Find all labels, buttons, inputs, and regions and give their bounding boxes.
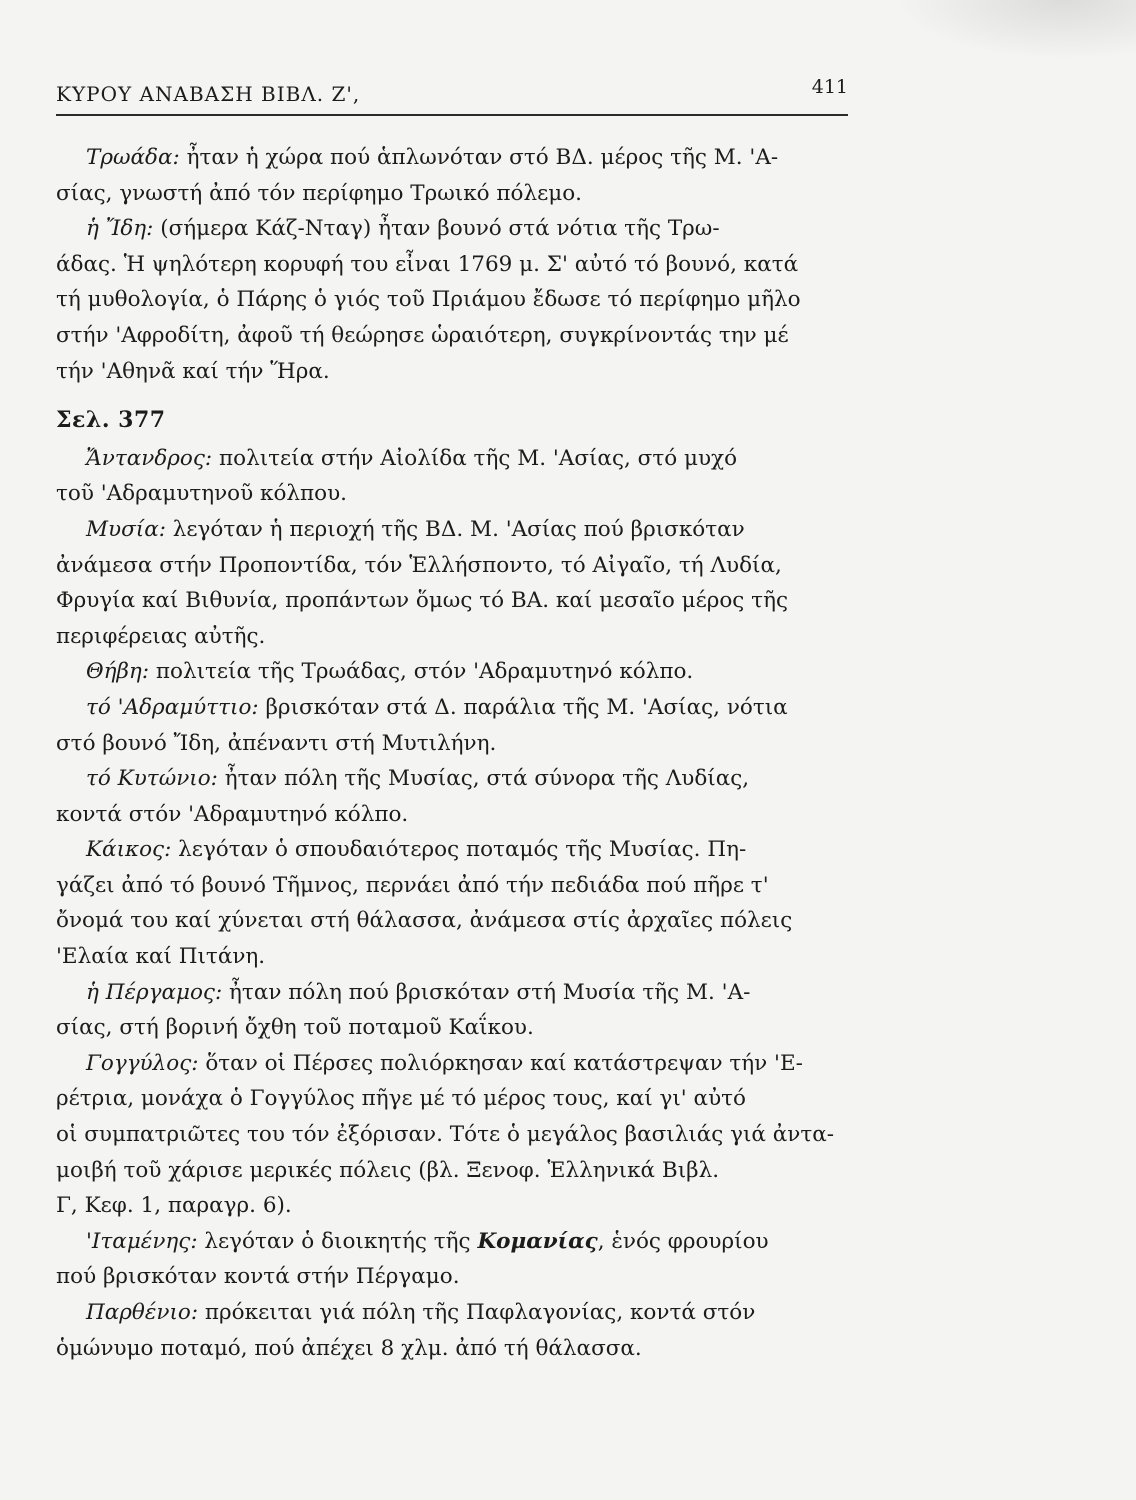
text-line bbox=[56, 140, 850, 176]
glossary-entry bbox=[56, 211, 850, 389]
text-line bbox=[56, 797, 850, 833]
entry-text: τοῦ 'Αδραμυτηνοῦ κόλπου. bbox=[56, 481, 348, 507]
entries-block-1 bbox=[56, 140, 850, 389]
entry-text: λεγόταν ὁ διοικητής τῆς bbox=[197, 1228, 478, 1254]
running-title: ΚΥΡΟΥ ΑΝΑΒΑΣΗ ΒΙΒΛ. Ζ', bbox=[56, 82, 361, 106]
entry-text: οἱ συμπατριῶτες του τόν ἐξόρισαν. Τότε ὁ μεγάλος βασιλιάς γιά ἀντα- bbox=[56, 1122, 835, 1148]
page-body bbox=[56, 140, 850, 1366]
entry-emphasis: Κομανίας bbox=[477, 1228, 598, 1254]
entry-text: Φρυγία καί Βιθυνία, προπάντων ὅμως τό ΒΑ. καί μεσαῖο μέρος τῆς bbox=[56, 588, 788, 614]
text-line bbox=[56, 1153, 850, 1189]
entry-term: Παρθένιο: bbox=[86, 1300, 199, 1325]
entry-term: τό 'Αδραμύττιο: bbox=[86, 694, 259, 720]
entry-term: ἡ Ἴδη: bbox=[86, 216, 154, 242]
text-line bbox=[56, 441, 850, 477]
entry-text: ὅταν οἱ Πέρσες πολιόρκησαν καί κατάστρεψαν τήν 'Ε- bbox=[198, 1050, 803, 1076]
text-line bbox=[56, 512, 850, 548]
entry-text: ἦταν πόλη πού βρισκόταν στή Μυσία τῆς Μ. 'Α- bbox=[222, 979, 751, 1005]
entry-term: Μυσία: bbox=[86, 516, 166, 542]
entry-text: περιφέρειας αὐτῆς. bbox=[56, 623, 266, 649]
entry-term: Γογγύλος: bbox=[86, 1050, 199, 1076]
entry-text: ὁμώνυμο ποταμό, πού ἀπέχει 8 χλμ. ἀπό τή θάλασσα. bbox=[56, 1335, 642, 1361]
text-line bbox=[56, 1331, 850, 1367]
text-line bbox=[56, 868, 850, 904]
glossary-entry bbox=[56, 832, 850, 974]
entry-text: σίας, στή βορινή ὄχθη τοῦ ποταμοῦ Καΐκου. bbox=[56, 1015, 534, 1041]
text-line bbox=[56, 1295, 850, 1331]
glossary-entry bbox=[56, 761, 850, 832]
entry-term: ἡ Πέργαμος: bbox=[86, 979, 223, 1005]
text-line bbox=[56, 1081, 850, 1117]
page-stain bbox=[896, 0, 1136, 60]
entry-text: ἀνάμεσα στήν Προποντίδα, τόν Ἑλλήσποντο, τό Αἰγαῖο, τή Λυδία, bbox=[56, 552, 782, 578]
entry-text: βρισκόταν στά Δ. παράλια τῆς Μ. 'Ασίας, νότια bbox=[258, 694, 788, 720]
entry-text: σίας, γνωστή ἀπό τόν περίφημο Τρωικό πόλεμο. bbox=[56, 180, 583, 206]
glossary-entry bbox=[56, 512, 850, 654]
entry-text: πού βρισκόταν κοντά στήν Πέργαμο. bbox=[56, 1264, 460, 1290]
text-line bbox=[56, 619, 850, 655]
entry-text: ρέτρια, μονάχα ὁ Γογγύλος πῆγε μέ τό μέρος τους, καί γι' αὐτό bbox=[56, 1086, 746, 1112]
page-number: 411 bbox=[811, 76, 848, 98]
text-line bbox=[56, 1259, 850, 1295]
entry-text: Γ, Κεφ. 1, παραγρ. 6). bbox=[56, 1193, 292, 1219]
glossary-entry bbox=[56, 441, 850, 512]
glossary-entry bbox=[56, 1295, 850, 1366]
text-line bbox=[56, 1117, 850, 1153]
text-line bbox=[56, 1010, 850, 1046]
glossary-entry bbox=[56, 1046, 850, 1224]
entry-term: Ἄντανδρος: bbox=[86, 445, 213, 471]
entry-text: ἦταν ἡ χώρα πού ἁπλωνόταν στό ΒΔ. μέρος τῆς Μ. 'Α- bbox=[179, 145, 779, 170]
section-heading: Σελ. 377 bbox=[56, 407, 166, 434]
entry-text: (σήμερα Κάζ-Νταγ) ἦταν βουνό στά νότια τῆς Τρω- bbox=[153, 216, 720, 242]
entry-text: πολιτεία τῆς Τρωάδας, στόν 'Αδραμυτηνό κόλπο. bbox=[149, 659, 694, 685]
text-line bbox=[56, 690, 850, 726]
glossary-entry bbox=[56, 140, 850, 211]
text-line bbox=[56, 476, 850, 512]
text-line bbox=[56, 654, 850, 690]
entry-text: ἦταν πόλη τῆς Μυσίας, στά σύνορα τῆς Λυδίας, bbox=[217, 766, 750, 792]
text-line bbox=[56, 903, 850, 939]
text-line bbox=[56, 318, 850, 354]
text-line bbox=[56, 247, 850, 283]
text-line bbox=[56, 583, 850, 619]
entry-term: Τρωάδα: bbox=[86, 145, 180, 170]
text-line bbox=[56, 1224, 850, 1260]
entry-text: στήν 'Αφροδίτη, ἀφοῦ τή θεώρησε ὡραιότερη, συγκρίνοντάς την μέ bbox=[56, 322, 789, 348]
entry-text: μοιβή τοῦ χάρισε μερικές πόλεις (βλ. Ξενοφ. Ἑλληνικά Βιβλ. bbox=[56, 1157, 720, 1183]
text-line bbox=[56, 761, 850, 797]
entry-term: 'Ιταμένης: bbox=[86, 1228, 198, 1254]
text-line bbox=[56, 1188, 850, 1224]
text-line bbox=[56, 1046, 850, 1082]
entry-term: Θήβη: bbox=[86, 659, 150, 685]
entry-text-tail: , ἑνός φρουρίου bbox=[597, 1228, 769, 1254]
text-line bbox=[56, 354, 850, 390]
entries-block-2 bbox=[56, 441, 850, 1366]
entry-text: τή μυθολογία, ὁ Πάρης ὁ γιός τοῦ Πριάμου ἔδωσε τό περίφημο μῆλο bbox=[56, 287, 801, 313]
text-line bbox=[56, 282, 850, 318]
text-line bbox=[56, 211, 850, 247]
text-line bbox=[56, 548, 850, 584]
glossary-entry bbox=[56, 654, 850, 690]
entry-text: πολιτεία στήν Αἰολίδα τῆς Μ. 'Ασίας, στό μυχό bbox=[212, 445, 738, 471]
text-line bbox=[56, 832, 850, 868]
entry-text: λεγόταν ἡ περιοχή τῆς ΒΔ. Μ. 'Ασίας πού βρισκόταν bbox=[165, 516, 745, 542]
entry-text: γάζει ἀπό τό βουνό Τῆμνος, περνάει ἀπό τήν πεδιάδα πού πῆρε τ' bbox=[56, 872, 769, 898]
entry-text: στό βουνό Ἴδη, ἀπέναντι στή Μυτιλήνη. bbox=[56, 730, 497, 756]
text-line bbox=[56, 975, 850, 1011]
text-line bbox=[56, 176, 850, 212]
entry-text: κοντά στόν 'Αδραμυτηνό κόλπο. bbox=[56, 801, 409, 827]
text-line bbox=[56, 726, 850, 762]
text-line bbox=[56, 939, 850, 975]
glossary-entry bbox=[56, 975, 850, 1046]
glossary-entry bbox=[56, 690, 850, 761]
entry-text: άδας. Ἡ ψηλότερη κορυφή του εἶναι 1769 μ. Σ' αὐτό τό βουνό, κατά bbox=[56, 251, 799, 277]
header-rule bbox=[56, 114, 848, 116]
glossary-entry bbox=[56, 1224, 850, 1295]
entry-text: πρόκειται γιά πόλη τῆς Παφλαγονίας, κοντά στόν bbox=[198, 1300, 756, 1325]
entry-text: λεγόταν ὁ σπουδαιότερος ποταμός τῆς Μυσίας. Πη- bbox=[171, 837, 747, 863]
page-header bbox=[56, 76, 848, 116]
entry-text: ὄνομά του καί χύνεται στή θάλασσα, ἀνάμεσα στίς ἀρχαῖες πόλεις bbox=[56, 908, 793, 934]
entry-text: 'Ελαία καί Πιτάνη. bbox=[56, 944, 266, 970]
entry-term: Κάικος: bbox=[86, 837, 172, 863]
entry-term: τό Κυτώνιο: bbox=[86, 766, 218, 792]
entry-text: τήν 'Αθηνᾶ καί τήν Ἥρα. bbox=[56, 358, 330, 384]
